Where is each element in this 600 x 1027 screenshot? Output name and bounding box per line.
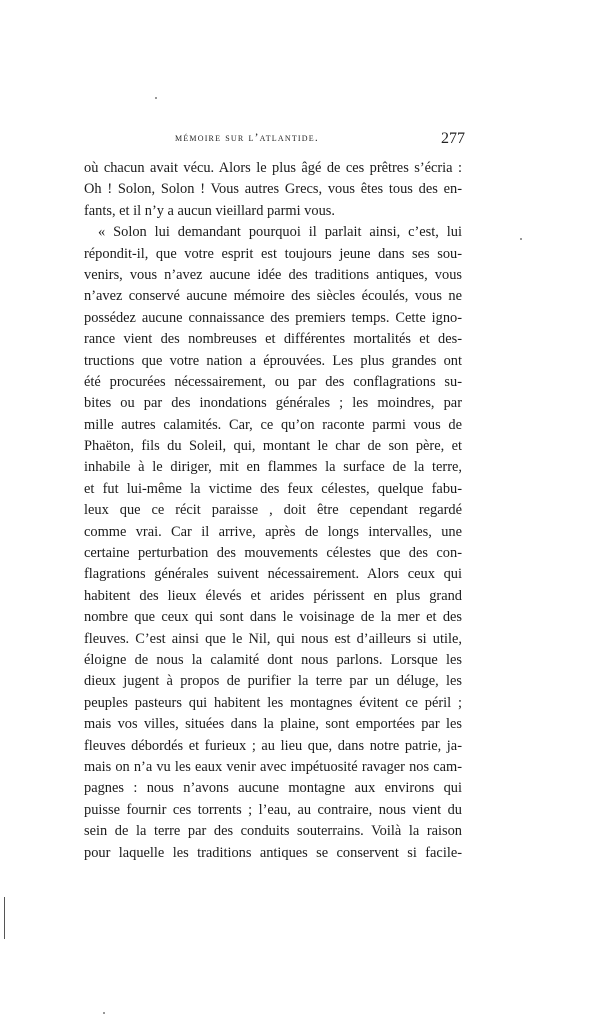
text-line: certaine perturbation des mouvements célestes que des con- xyxy=(84,545,462,562)
text-line: et fut lui-même la victime des feux célestes, quelque fabu- xyxy=(84,480,462,497)
text-line: fleuves débordés et furieux ; au lieu que, dans notre patrie, ja- xyxy=(84,737,462,754)
text-line: venirs, vous n’avez aucune idée des traditions antiques, vous xyxy=(84,266,462,283)
text-line: Oh ! Solon, Solon ! Vous autres Grecs, vous êtes tous des en- xyxy=(84,181,462,198)
text-line: fleuves. C’est ainsi que le Nil, qui nous est d’ailleurs si utile, xyxy=(84,630,462,647)
text-line: nombre que ceux qui sont dans le voisinage de la mer et des xyxy=(84,609,462,626)
text-line: mille autres calamités. Car, ce qu’on raconte parmi vous de xyxy=(84,416,462,433)
text-line: rance vient des nombreuses et différentes mortalités et des- xyxy=(84,331,462,348)
text-line: leux que ce récit paraisse , doit être cependant regardé xyxy=(84,502,462,519)
text-line: inhabile à le diriger, mit en flammes la surface de la terre, xyxy=(84,459,462,476)
text-line: peuples pasteurs qui habitent les montagnes évitent ce péril ; xyxy=(84,694,462,711)
text-line: Phaëton, fils du Soleil, qui, montant le char de son père, et xyxy=(84,438,462,455)
text-line: pour laquelle les traditions antiques se conservent si facile- xyxy=(84,844,462,861)
page-number: 277 xyxy=(441,130,465,147)
text-line: mais on n’a vu les eaux venir avec impétuosité ravager nos cam- xyxy=(84,758,462,775)
page-edge-mark xyxy=(4,897,5,939)
text-line: mais vos villes, situées dans la plaine, sont emportées par les xyxy=(84,716,462,733)
text-line: sein de la terre par des conduits souterrains. Voilà la raison xyxy=(84,823,462,840)
text-line: bites ou par des inondations générales ; les moindres, par xyxy=(84,395,462,412)
ink-speck xyxy=(155,97,157,99)
body-text xyxy=(84,158,462,864)
text-line: habitent des lieux élevés et arides périssent en plus grand xyxy=(84,587,462,604)
text-line: n’avez conservé aucune mémoire des siècles écoulés, vous ne xyxy=(84,288,462,305)
text-line: « Solon lui demandant pourquoi il parlait ainsi, c’est, lui xyxy=(98,224,462,241)
ink-speck xyxy=(520,238,522,240)
text-line: tructions que votre nation a éprouvées. Les plus grandes ont xyxy=(84,352,462,369)
text-line: pagnes : nous n’avons aucune montagne aux environs qui xyxy=(84,780,462,797)
text-line: où chacun avait vécu. Alors le plus âgé de ces prêtres s’écria : xyxy=(84,160,462,176)
text-line: répondit-il, que votre esprit est toujours jeune dans ses sou- xyxy=(84,245,462,262)
text-line: dieux jugent à propos de purifier la terre par un déluge, les xyxy=(84,673,462,690)
page-header xyxy=(85,130,465,150)
text-line: flagrations générales suivent nécessairement. Alors ceux qui xyxy=(84,566,462,583)
text-line: puisse fournir ces torrents ; l’eau, au contraire, nous vient du xyxy=(84,801,462,818)
text-line: comme vrai. Car il arrive, après de longs intervalles, une xyxy=(84,523,462,540)
running-title: mémoire sur l’atlantide. xyxy=(175,132,319,144)
text-line: possédez aucune connaissance des premiers temps. Cette igno- xyxy=(84,309,462,326)
text-line: fants, et il n’y a aucun vieillard parmi vous. xyxy=(84,202,335,219)
text-line: éloigne de nous la calamité dont nous parlons. Lorsque les xyxy=(84,651,462,668)
text-line: été procurées nécessairement, ou par des conflagrations su- xyxy=(84,373,462,390)
ink-speck xyxy=(103,1012,105,1014)
